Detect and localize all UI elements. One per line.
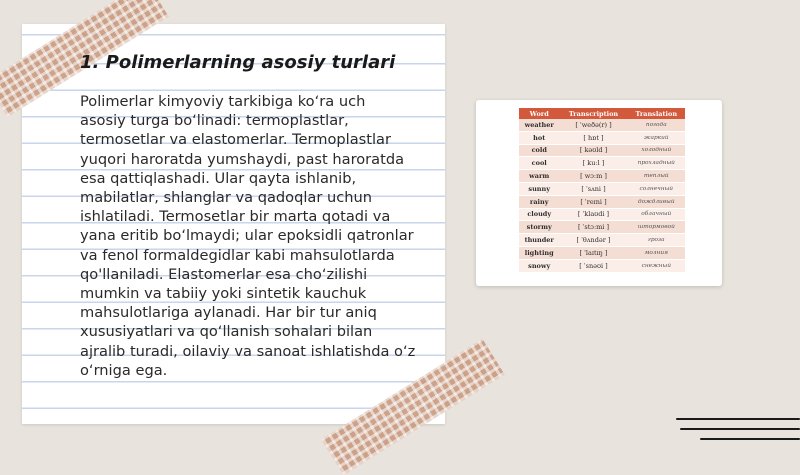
vocabulary-table [519, 108, 685, 273]
decorative-line [680, 428, 800, 430]
cell-word: hot [519, 131, 559, 144]
cell-transcription: [ ˈstɔːmi ] [559, 221, 627, 234]
cell-translation: холодный [628, 144, 685, 157]
cell-transcription: [ kəʊld ] [559, 144, 627, 157]
decorative-line [676, 418, 800, 420]
cell-word: lighting [519, 246, 559, 259]
table-row [519, 182, 685, 195]
paragraph-line: ishlatiladi. Termosetlar bir marta qotadi va [80, 208, 391, 226]
cell-transcription: [ ˈθʌndər ] [559, 234, 627, 247]
paragraph-line: Polimerlar kimyoviy tarkibiga ko‘ra uch [80, 93, 366, 110]
paragraph-line: esa qattiqlashadi. Ular qayta ishlanib, [80, 169, 357, 187]
table-row [519, 234, 685, 247]
table-row [519, 170, 685, 183]
cell-word: rainy [519, 195, 559, 208]
cell-transcription: [ ˈklaʊdi ] [559, 208, 627, 221]
cell-translation: облачный [628, 208, 685, 221]
cell-transcription: [ ˈsʌni ] [559, 182, 627, 195]
cell-translation: снежный [628, 259, 685, 272]
cell-transcription: [ kuːl ] [559, 157, 627, 170]
cell-transcription: [ hɒt ] [559, 131, 627, 144]
cell-word: stormy [519, 221, 559, 234]
cell-word: sunny [519, 182, 559, 195]
paragraph-line: yana eritib bo‘lmaydi; ular epoksidli qatronlar [80, 227, 414, 245]
paragraph-line: va fenol formaldegidlar kabi mahsulotlarda [80, 246, 395, 264]
header-transcription: Transcription [559, 108, 627, 119]
cell-transcription: [ ˈlaɪtɪŋ ] [559, 246, 627, 259]
cell-translation: молния [628, 246, 685, 259]
paragraph-line: qo'llaniladi. Elastomerlar esa cho‘zilishi [80, 265, 368, 283]
paragraph-line: termosetlar va elastomerlar. Termoplastlar [80, 131, 391, 149]
cell-transcription: [ wɔːm ] [559, 170, 627, 183]
cell-word: snowy [519, 259, 559, 272]
vocabulary-image-card [476, 100, 722, 286]
cell-word: cloudy [519, 208, 559, 221]
cell-word: cool [519, 157, 559, 170]
paragraph-line: asosiy turga bo‘linadi: termoplastlar, [80, 112, 349, 130]
table-row [519, 119, 685, 131]
table-row [519, 131, 685, 144]
decorative-line [700, 438, 800, 440]
cell-translation: дождливый [628, 195, 685, 208]
cell-translation: солнечный [628, 182, 685, 195]
cell-translation: гроза [628, 234, 685, 247]
cell-transcription: [ ˈweðə(r) ] [559, 119, 627, 131]
slide-paragraph [80, 92, 430, 380]
paragraph-line: mumkin va tabiiy yoki sintetik kauchuk [80, 285, 367, 303]
cell-transcription: [ ˈreɪni ] [559, 195, 627, 208]
cell-word: weather [519, 119, 559, 131]
table-row [519, 221, 685, 234]
paragraph-line: yuqori haroratda yumshaydi, past haroratda [80, 150, 405, 168]
cell-transcription: [ ˈsnəʊi ] [559, 259, 627, 272]
cell-translation: прохладный [628, 157, 685, 170]
cell-translation: погода [628, 119, 685, 131]
cell-word: cold [519, 144, 559, 157]
table-row [519, 208, 685, 221]
header-word: Word [519, 108, 559, 119]
cell-translation: теплый [628, 170, 685, 183]
paragraph-line: xususiyatlari va qo‘llanish sohalari bilan [80, 323, 373, 341]
cell-translation: жаркий [628, 131, 685, 144]
table-header-row [519, 108, 685, 119]
table-row [519, 157, 685, 170]
header-translation: Translation [628, 108, 685, 119]
table-row [519, 195, 685, 208]
paragraph-line: mabilatlar, shlanglar va qadoqlar uchun [80, 189, 373, 207]
table-row [519, 144, 685, 157]
paragraph-line: mahsulotlariga aylanadi. Har bir tur aniq [80, 304, 377, 322]
cell-word: thunder [519, 234, 559, 247]
paragraph-line: ajralib turadi, oilaviy va sanoat ishlatishda o‘z [80, 342, 416, 360]
table-row [519, 259, 685, 272]
slide-title: 1. Polimerlarning asosiy turlari [80, 52, 396, 73]
table-row [519, 246, 685, 259]
paragraph-line: o‘rniga ega. [80, 361, 168, 379]
cell-word: warm [519, 170, 559, 183]
cell-translation: штормовой [628, 221, 685, 234]
